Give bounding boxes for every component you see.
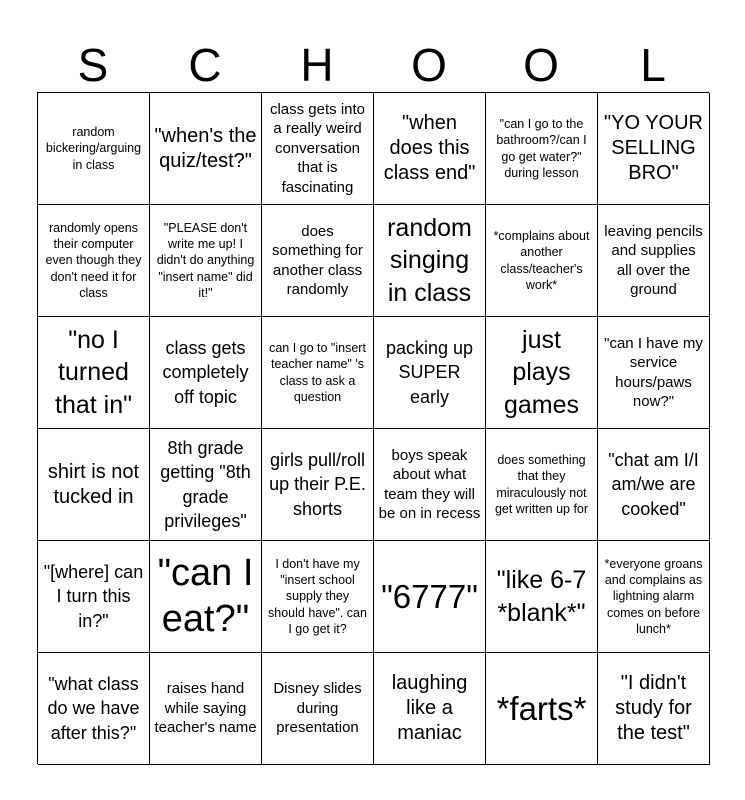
header-letter-l: L [640,39,666,91]
bingo-cell[interactable]: "what class do we have after this?" [38,653,150,765]
bingo-cell[interactable]: "can I have my service hours/paws now?" [598,317,710,429]
bingo-cell[interactable]: random singing in class [374,205,486,317]
bingo-cell[interactable]: does something that they miraculously not get written up for [486,429,598,541]
bingo-cell[interactable]: boys speak about what team they will be on in recess [374,429,486,541]
bingo-cell[interactable]: "I didn't study for the test" [598,653,710,765]
bingo-cell[interactable]: randomly opens their computer even though they don't need it for class [38,205,150,317]
bingo-cell[interactable]: "6777" [374,541,486,653]
header-letter-h: H [300,39,334,91]
bingo-cell[interactable]: I don't have my "insert school supply they should have". can I go get it? [262,541,374,653]
bingo-cell[interactable]: "[where] can I turn this in?" [38,541,150,653]
bingo-cell[interactable]: "chat am I/I am/we are cooked" [598,429,710,541]
bingo-cell[interactable]: does something for another class randomly [262,205,374,317]
header-letter-o-second: O [523,39,559,91]
bingo-cell[interactable]: class gets into a really weird conversation that is fascinating [262,93,374,205]
bingo-cell[interactable]: "YO YOUR SELLING BRO" [598,93,710,205]
bingo-cell[interactable]: *everyone groans and complains as lightning alarm comes on before lunch* [598,541,710,653]
bingo-cell[interactable]: can I go to "insert teacher name" 's class to ask a question [262,317,374,429]
bingo-cell[interactable]: "when does this class end" [374,93,486,205]
bingo-header [37,38,709,92]
bingo-cell[interactable]: *complains about another class/teacher's work* [486,205,598,317]
bingo-cell[interactable]: "PLEASE don't write me up! I didn't do anything "insert name" did it!" [150,205,262,317]
bingo-cell[interactable]: Disney slides during presentation [262,653,374,765]
header-letter-o: O [411,39,447,91]
bingo-cell[interactable]: leaving pencils and supplies all over the ground [598,205,710,317]
bingo-cell[interactable]: "no I turned that in" [38,317,150,429]
bingo-cell[interactable]: raises hand while saying teacher's name [150,653,262,765]
bingo-cell[interactable]: "can I go to the bathroom?/can I go get water?" during lesson [486,93,598,205]
bingo-cell[interactable]: packing up SUPER early [374,317,486,429]
bingo-cell[interactable]: girls pull/roll up their P.E. shorts [262,429,374,541]
bingo-cell[interactable]: shirt is not tucked in [38,429,150,541]
bingo-cell[interactable]: laughing like a maniac [374,653,486,765]
header-letter-c: C [188,39,222,91]
bingo-cell[interactable]: class gets completely off topic [150,317,262,429]
bingo-cell[interactable]: *farts* [486,653,598,765]
header-letter-s: S [77,39,109,91]
bingo-cell[interactable]: 8th grade getting "8th grade privileges" [150,429,262,541]
bingo-cell[interactable]: random bickering/arguing in class [38,93,150,205]
bingo-board [37,92,709,764]
bingo-cell[interactable]: "when's the quiz/test?" [150,93,262,205]
bingo-cell[interactable]: "can I eat?" [150,541,262,653]
bingo-cell[interactable]: "like 6-7 *blank*" [486,541,598,653]
bingo-cell[interactable]: just plays games [486,317,598,429]
